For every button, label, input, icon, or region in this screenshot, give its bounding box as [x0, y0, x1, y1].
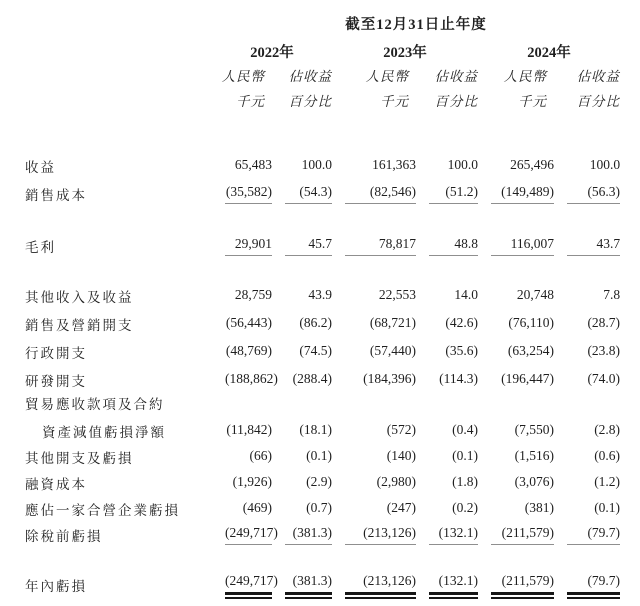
value-cell: (56.3) [567, 184, 620, 204]
value-cell: 100.0 [447, 157, 478, 173]
value-cell: (11,842) [226, 422, 272, 438]
value-cell: (381.3) [285, 525, 332, 545]
value-cell: (74.0) [587, 371, 621, 387]
value-cell: (23.8) [587, 343, 621, 359]
table-header-years [0, 34, 640, 62]
value-cell: (74.5) [299, 343, 332, 359]
value-cell: (381.3) [285, 573, 332, 595]
value-cell: (1.8) [452, 474, 478, 490]
value-cell: (1,926) [232, 474, 272, 490]
value-cell: (82,546) [345, 184, 416, 204]
value-cell: (0.2) [452, 500, 478, 516]
row-label: 應佔一家合營企業虧損 [25, 503, 180, 519]
value-cell: (213,126) [345, 573, 416, 595]
value-cell: (0.1) [594, 500, 621, 516]
value-cell: (66) [249, 448, 272, 464]
value-cell: 22,553 [378, 287, 416, 303]
row-label: 年內虧損 [25, 579, 87, 595]
value-cell: (196,447) [501, 371, 554, 387]
pct-header-line2: 百分比 [434, 94, 478, 110]
value-cell: 116,007 [491, 236, 554, 256]
value-cell: (469) [242, 500, 272, 516]
value-cell: (56,443) [225, 315, 272, 331]
row-gross-profit [0, 228, 640, 256]
value-cell: 14.0 [454, 287, 478, 303]
value-cell: (149,489) [491, 184, 554, 204]
row-other-expenses-losses [0, 441, 640, 467]
row-finance-costs [0, 467, 640, 493]
value-cell: (0.7) [306, 500, 332, 516]
value-cell: 65,483 [234, 157, 272, 173]
unit-header-line2: 千元 [236, 94, 265, 110]
value-cell: (79.7) [567, 573, 620, 595]
table-subheader-line2 [0, 85, 640, 110]
row-other-income [0, 278, 640, 306]
row-label: 研發開支 [25, 374, 87, 390]
value-cell: (48,769) [225, 343, 272, 359]
value-cell: 45.7 [285, 236, 332, 256]
value-cell: (1,516) [514, 448, 554, 464]
value-cell: (184,396) [363, 371, 416, 387]
value-cell: (68,721) [369, 315, 416, 331]
value-cell: (63,254) [507, 343, 554, 359]
unit-header-line2: 千元 [380, 94, 409, 110]
value-cell: (0.6) [594, 448, 621, 464]
unit-header-line1: 人民幣 [503, 69, 547, 85]
value-cell: (572) [386, 422, 416, 438]
row-revenue [0, 148, 640, 176]
value-cell: (35,582) [225, 184, 272, 204]
value-cell: (28.7) [587, 315, 621, 331]
row-label: 行政開支 [25, 346, 87, 362]
value-cell: (76,110) [508, 315, 554, 331]
row-label: 融資成本 [25, 477, 87, 493]
spacer-row [0, 256, 640, 278]
pct-header-line2: 百分比 [288, 94, 332, 110]
value-cell: (79.7) [567, 525, 620, 545]
table-header-period [0, 8, 640, 34]
value-cell: (86.2) [299, 315, 332, 331]
value-cell: (211,579) [491, 525, 554, 545]
pct-header-line1: 佔收益 [288, 69, 332, 85]
unit-header-line1: 人民幣 [221, 69, 265, 85]
value-cell: (7,550) [514, 422, 554, 438]
value-cell: (188,862) [225, 371, 278, 387]
value-cell: (381) [524, 500, 554, 516]
value-cell: (288.4) [292, 371, 332, 387]
period-title: 截至12月31日止年度 [345, 17, 487, 34]
income-statement-table [0, 8, 640, 595]
row-label: 銷售成本 [25, 188, 87, 204]
row-label: 除稅前虧損 [25, 529, 103, 545]
value-cell: (132.1) [429, 573, 478, 595]
value-cell: (2.8) [594, 422, 621, 438]
value-cell: 7.8 [603, 287, 621, 303]
value-cell: 100.0 [589, 157, 621, 173]
table-subheader-line1 [0, 62, 640, 85]
value-cell: (211,579) [491, 573, 554, 595]
value-cell: (213,126) [345, 525, 416, 545]
row-cost-of-sales [0, 176, 640, 204]
value-cell: (140) [386, 448, 416, 464]
value-cell: (0.4) [452, 422, 478, 438]
spacer-row [0, 204, 640, 228]
value-cell: (247) [386, 500, 416, 516]
value-cell: (3,076) [514, 474, 554, 490]
pct-header-line1: 佔收益 [576, 69, 621, 85]
unit-header-line1: 人民幣 [365, 69, 409, 85]
value-cell: 78,817 [345, 236, 416, 256]
row-impairment-label-line1 [0, 390, 640, 413]
value-cell: (0.1) [306, 448, 332, 464]
value-cell: (249,717) [225, 525, 272, 545]
value-cell: (0.1) [452, 448, 478, 464]
row-label: 資產減值虧損淨額 [42, 425, 166, 441]
value-cell: (18.1) [299, 422, 332, 438]
year-header-2024: 2024年 [527, 45, 571, 62]
row-admin-expenses [0, 334, 640, 362]
pct-header-line2: 百分比 [576, 94, 621, 110]
value-cell: 29,901 [225, 236, 272, 256]
value-cell: (249,717) [225, 573, 272, 595]
row-label: 其他開支及虧損 [25, 451, 134, 467]
row-label: 毛利 [25, 240, 56, 256]
value-cell: 43.9 [308, 287, 332, 303]
row-label: 收益 [25, 160, 56, 176]
value-cell: (54.3) [285, 184, 332, 204]
value-cell: (57,440) [369, 343, 416, 359]
value-cell: (132.1) [429, 525, 478, 545]
unit-header-line2: 千元 [518, 94, 547, 110]
value-cell: (35.6) [445, 343, 478, 359]
row-loss-for-year [0, 567, 640, 595]
row-rd-expenses [0, 362, 640, 390]
value-cell: 43.7 [567, 236, 620, 256]
value-cell: (114.3) [439, 371, 478, 387]
value-cell: (2.9) [306, 474, 332, 490]
row-label: 其他收入及收益 [25, 290, 134, 306]
row-label: 銷售及營銷開支 [25, 318, 134, 334]
value-cell: 161,363 [372, 157, 416, 173]
row-impairment [0, 413, 640, 441]
value-cell: (1.2) [594, 474, 621, 490]
value-cell: (2,980) [376, 474, 416, 490]
value-cell: 20,748 [516, 287, 554, 303]
pct-header-line1: 佔收益 [434, 69, 478, 85]
row-label: 貿易應收款項及合約 [25, 397, 165, 413]
value-cell: 28,759 [234, 287, 272, 303]
value-cell: 265,496 [510, 157, 554, 173]
row-loss-before-tax [0, 519, 640, 545]
value-cell: (42.6) [445, 315, 478, 331]
value-cell: 100.0 [301, 157, 332, 173]
value-cell: 48.8 [429, 236, 478, 256]
spacer-row [0, 545, 640, 567]
row-share-of-jv-loss [0, 493, 640, 519]
spacer-row [0, 110, 640, 148]
row-selling-marketing-expenses [0, 306, 640, 334]
value-cell: (51.2) [429, 184, 478, 204]
year-header-2022: 2022年 [250, 45, 294, 62]
year-header-2023: 2023年 [383, 45, 427, 62]
